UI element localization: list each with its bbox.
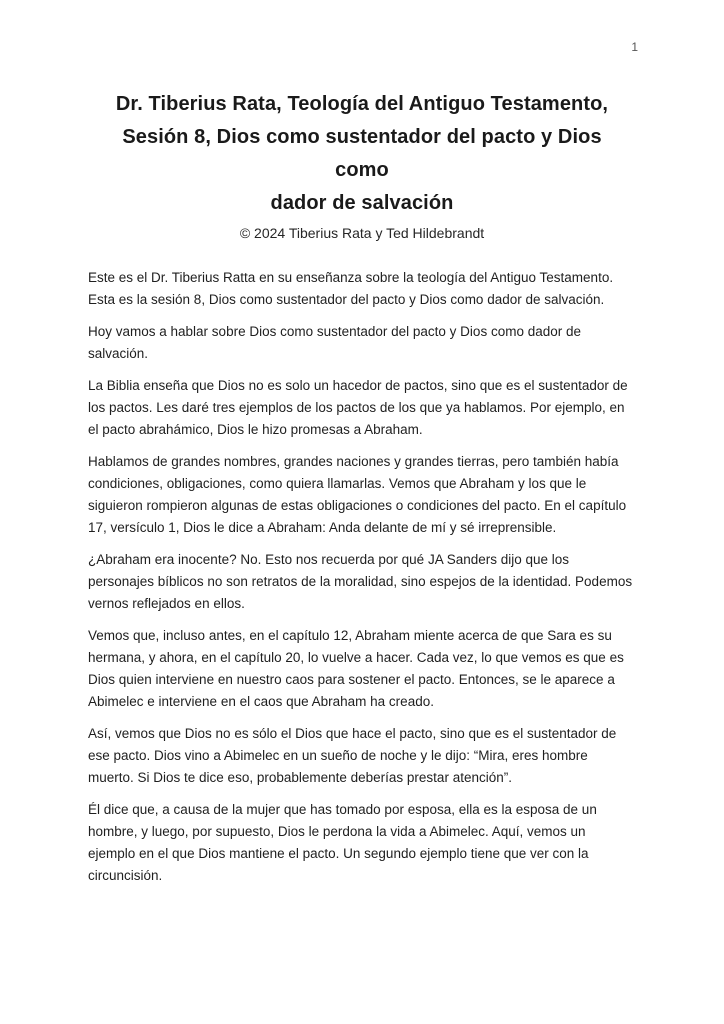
document-title — [88, 88, 636, 220]
paragraph-4: Hablamos de grandes nombres, grandes naciones y grandes tierras, pero también había condiciones, obligaciones, como quiera llamarlas. Vemos que Abraham y los que le siguieron rompieron algunas de estas obligaciones o condiciones del pacto. En el capítulo 17, versículo 1, Dios le dice a Abraham: Anda delante de mí y sé irreprensible. — [88, 454, 627, 535]
paragraph-8: Él dice que, a causa de la mujer que has tomado por esposa, ella es la esposa de un hombre, y luego, por supuesto, Dios le perdona la vida a Abimelec. Aquí, vemos un ejemplo en el que Dios mantiene el pacto. Un segundo ejemplo tiene que ver con la circuncisión. — [88, 802, 597, 883]
paragraph-7: Así, vemos que Dios no es sólo el Dios que hace el pacto, sino que es el sustentador de ese pacto. Dios vino a Abimelec en un sueño de noche y le dijo: “Mira, eres hombre muerto. Si Dios te dice eso, probablemente deberías prestar atención”. — [88, 726, 617, 785]
paragraph-1: Este es el Dr. Tiberius Ratta en su enseñanza sobre la teología del Antiguo Testamento. Esta es la sesión 8, Dios como sustentador del pacto y Dios como dador de salvación. — [88, 270, 614, 307]
title-line-1: Dr. Tiberius Rata, Teología del Antiguo Testamento, — [115, 93, 609, 115]
document-body — [88, 267, 636, 887]
paragraph-2: Hoy vamos a hablar sobre Dios como sustentador del pacto y Dios como dador de salvación. — [88, 324, 582, 361]
paragraph-3: La Biblia enseña que Dios no es solo un hacedor de pactos, sino que es el sustentador de los pactos. Les daré tres ejemplos de los pactos de los que ya hablamos. Por ejemplo, en el pacto abrahámico, Dios le hizo promesas a Abraham. — [88, 378, 628, 437]
title-line-2: Sesión 8, Dios como sustentador del pacto y Dios — [122, 126, 602, 148]
title-line-4: dador de salvación — [270, 192, 454, 214]
copyright-line: © 2024 Tiberius Rata y Ted Hildebrandt — [239, 225, 485, 241]
title-line-3: como — [335, 159, 389, 181]
paragraph-5: ¿Abraham era inocente? No. Esto nos recuerda por qué JA Sanders dijo que los personajes bíblicos no son retratos de la moralidad, sino espejos de la identidad. Podemos vernos reflejados en ellos. — [88, 552, 633, 611]
paragraph-6: Vemos que, incluso antes, en el capítulo 12, Abraham miente acerca de que Sara es su hermana, y ahora, en el capítulo 20, lo vuelve a hacer. Cada vez, lo que vemos es que es Dios quien interviene en nuestro caos para sostener el pacto. Entonces, se le aparece a Abimelec e interviene en el caos que Abraham ha creado. — [88, 628, 624, 709]
page-number: 1 — [631, 40, 638, 54]
